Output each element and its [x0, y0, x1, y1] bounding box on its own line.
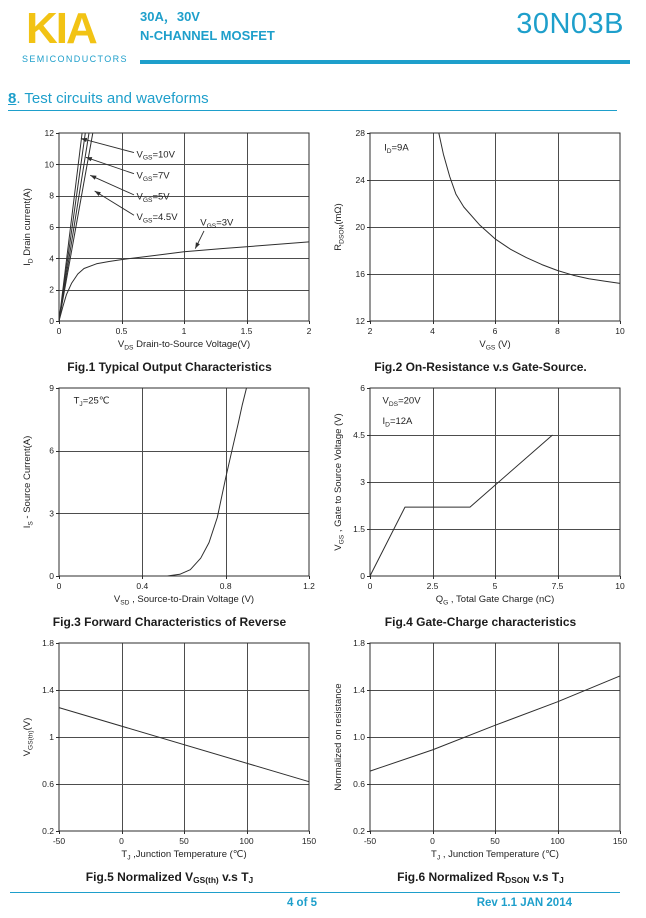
- svg-text:0: 0: [56, 326, 61, 336]
- svg-text:16: 16: [355, 269, 365, 279]
- svg-text:0: 0: [359, 571, 365, 581]
- svg-text:6: 6: [492, 326, 497, 336]
- svg-text:8: 8: [554, 326, 560, 336]
- svg-text:4: 4: [429, 326, 435, 336]
- svg-text:0: 0: [118, 836, 124, 846]
- logo-block: [22, 6, 126, 64]
- svg-text:VGS=5V: $V_{GS}=5V$: [136, 191, 170, 204]
- svg-text:5: 5: [492, 581, 497, 591]
- svg-text:0.8: 0.8: [219, 581, 232, 591]
- svg-text:28: 28: [355, 128, 365, 138]
- svg-text:10: 10: [44, 159, 54, 170]
- fig5-chart: [19, 633, 321, 869]
- section-number: 8: [8, 90, 17, 107]
- svg-text:1.8: 1.8: [352, 638, 365, 648]
- fig6-caption: Fig.6 Normalized $R_{DSON}$ v.s $T_J$: [397, 870, 564, 885]
- svg-text:-50: -50: [363, 836, 376, 846]
- svg-text:-50: -50: [52, 836, 65, 846]
- svg-text:1: 1: [181, 326, 186, 336]
- fig2-chart: [330, 123, 632, 359]
- svg-text:2: 2: [306, 326, 311, 336]
- svg-text:VGS=4.5V: $V_{GS}=4.5V$: [136, 211, 178, 225]
- svg-text:ID Drain current(A): $I_D$ Drain current(A): [21, 188, 34, 266]
- svg-text:24: 24: [355, 175, 365, 185]
- svg-text:6: 6: [48, 222, 54, 232]
- svg-text:8: 8: [48, 190, 54, 201]
- fig6-cell: [329, 633, 632, 885]
- subtitle-line2: N-CHANNEL MOSFET: [140, 27, 275, 43]
- svg-text:2: 2: [367, 326, 372, 336]
- logo-subtext: SEMICONDUCTORS: [22, 54, 128, 64]
- svg-text:150: 150: [612, 836, 627, 846]
- fig5-caption: Fig.5 Normalized $V_{GS(th)}$ v.s $T_J$: [85, 870, 254, 885]
- section-title: . Test circuits and waveforms: [16, 90, 209, 107]
- svg-text:0: 0: [48, 316, 54, 326]
- svg-text:0.5: 0.5: [115, 326, 127, 336]
- svg-text:1.8: 1.8: [41, 638, 54, 648]
- svg-text:2: 2: [48, 284, 54, 295]
- fig4-cell: [329, 378, 632, 629]
- svg-text:1.5: 1.5: [240, 326, 252, 336]
- svg-text:1.0: 1.0: [352, 732, 365, 742]
- fig2-caption: Fig.2 On-Resistance v.s Gate-Source.: [374, 360, 587, 374]
- section-heading: [8, 90, 617, 111]
- svg-text:6: 6: [359, 383, 365, 393]
- svg-text:0: 0: [48, 571, 54, 581]
- svg-text:1: 1: [48, 732, 54, 742]
- subtitle-line1: 30A，30V: [140, 9, 200, 24]
- svg-text:9: 9: [48, 383, 54, 393]
- svg-text:0: 0: [429, 836, 435, 846]
- footer-rule: [10, 892, 620, 893]
- fig1-chart: [19, 123, 321, 359]
- svg-text:VGS , Gate to Source Voltage (: $V_{GS}$ , Gate to Source Voltage (V): [332, 413, 345, 551]
- fig6-chart: [330, 633, 632, 869]
- svg-text:VGS=3V: $V_{GS}=3V$: [199, 217, 233, 230]
- kia-logo: KIA: [26, 4, 96, 53]
- svg-text:50: 50: [489, 836, 500, 846]
- svg-text:0: 0: [367, 581, 372, 591]
- svg-text:3: 3: [359, 477, 365, 487]
- svg-text:VGS (V): $V_{GS}$ (V): [478, 339, 511, 352]
- svg-text:0.2: 0.2: [352, 826, 365, 836]
- svg-text:150: 150: [301, 836, 316, 846]
- svg-text:50: 50: [178, 836, 189, 846]
- svg-text:VGS(th)(V): $V_{GS(th)}(V)$: [21, 717, 34, 757]
- header: [0, 0, 646, 64]
- svg-text:ID=12A: $I_D=12A$: [382, 416, 412, 429]
- svg-text:10: 10: [614, 581, 625, 591]
- svg-text:1.2: 1.2: [302, 581, 315, 591]
- svg-text:1.4: 1.4: [41, 685, 54, 695]
- svg-text:1.4: 1.4: [352, 685, 365, 695]
- fig1-cell: [18, 123, 321, 374]
- svg-text:VGS=10V: $V_{GS}=10V$: [136, 149, 175, 162]
- svg-text:VGS=7V: $V_{GS}=7V$: [136, 170, 170, 183]
- svg-text:RDSON(mΩ): $R_{DSON}(m\Omega)$: [332, 203, 345, 251]
- svg-text:VSD , Source-to-Drain Voltage: $V_{SD}$ , Source-to-Drain Voltage (V): [113, 594, 254, 607]
- svg-text:1.5: 1.5: [352, 524, 365, 534]
- svg-text:0.6: 0.6: [352, 779, 365, 789]
- svg-text:3: 3: [48, 508, 54, 519]
- svg-text:100: 100: [238, 836, 254, 846]
- fig3-caption: Fig.3 Forward Characteristics of Reverse: [52, 615, 287, 629]
- svg-text:ID=9A: $I_D=9A$: [383, 142, 409, 156]
- fig5-cell: [18, 633, 321, 885]
- svg-text:VDS=20V: $V_{DS}=20V$: [382, 395, 421, 409]
- part-number: 30N03B: [516, 8, 624, 40]
- header-rule: [140, 60, 630, 64]
- footer: [0, 892, 646, 918]
- svg-text:0.6: 0.6: [41, 779, 54, 789]
- svg-text:VDS Drain-to-Source Voltage(V): $V_{DS}$ Drain-to-Source Voltage(V): [117, 339, 250, 352]
- svg-text:100: 100: [549, 836, 565, 846]
- svg-text:4: 4: [48, 253, 54, 264]
- svg-text:12: 12: [355, 316, 365, 326]
- svg-text:TJ ,Junction Temperature (℃): $T_J$ ,Junction Temperature (℃): [120, 849, 247, 862]
- svg-text:7.5: 7.5: [551, 581, 563, 591]
- charts-grid: [0, 111, 646, 885]
- fig3-cell: [18, 378, 321, 629]
- svg-text:0: 0: [56, 581, 61, 591]
- svg-text:TJ=25℃: $T_J=25℃$: [73, 395, 110, 409]
- fig3-chart: [19, 378, 321, 614]
- device-subtitle: [140, 8, 275, 46]
- svg-text:6: 6: [48, 445, 54, 456]
- svg-text:TJ , Junction Temperature (℃): $T_J$ , Junction Temperature (℃): [430, 849, 559, 862]
- revision: Rev 1.1 JAN 2014: [476, 897, 572, 909]
- fig2-cell: [329, 123, 632, 374]
- svg-text:0.4: 0.4: [135, 581, 148, 591]
- svg-text:4.5: 4.5: [352, 430, 365, 440]
- fig4-caption: Fig.4 Gate-Charge characteristics: [384, 615, 577, 629]
- svg-text:20: 20: [355, 222, 365, 232]
- title-block: [140, 6, 630, 64]
- svg-text:12: 12: [44, 128, 54, 138]
- svg-text:0.2: 0.2: [41, 826, 54, 836]
- svg-text:QG , Total Gate Charge (nC): $Q_G$ , Total Gate Charge (nC): [435, 594, 554, 607]
- fig1-caption: Fig.1 Typical Output Characteristics: [67, 360, 272, 374]
- svg-text:10: 10: [614, 326, 625, 336]
- svg-text:Normalized on resistance: Normalized on resistance: [332, 683, 344, 791]
- fig4-chart: [330, 378, 632, 614]
- svg-text:IS - Source Current(A): $I_S$ - Source Current(A): [21, 435, 34, 529]
- page-number: 4 of 5: [286, 897, 318, 909]
- svg-text:2.5: 2.5: [426, 581, 438, 591]
